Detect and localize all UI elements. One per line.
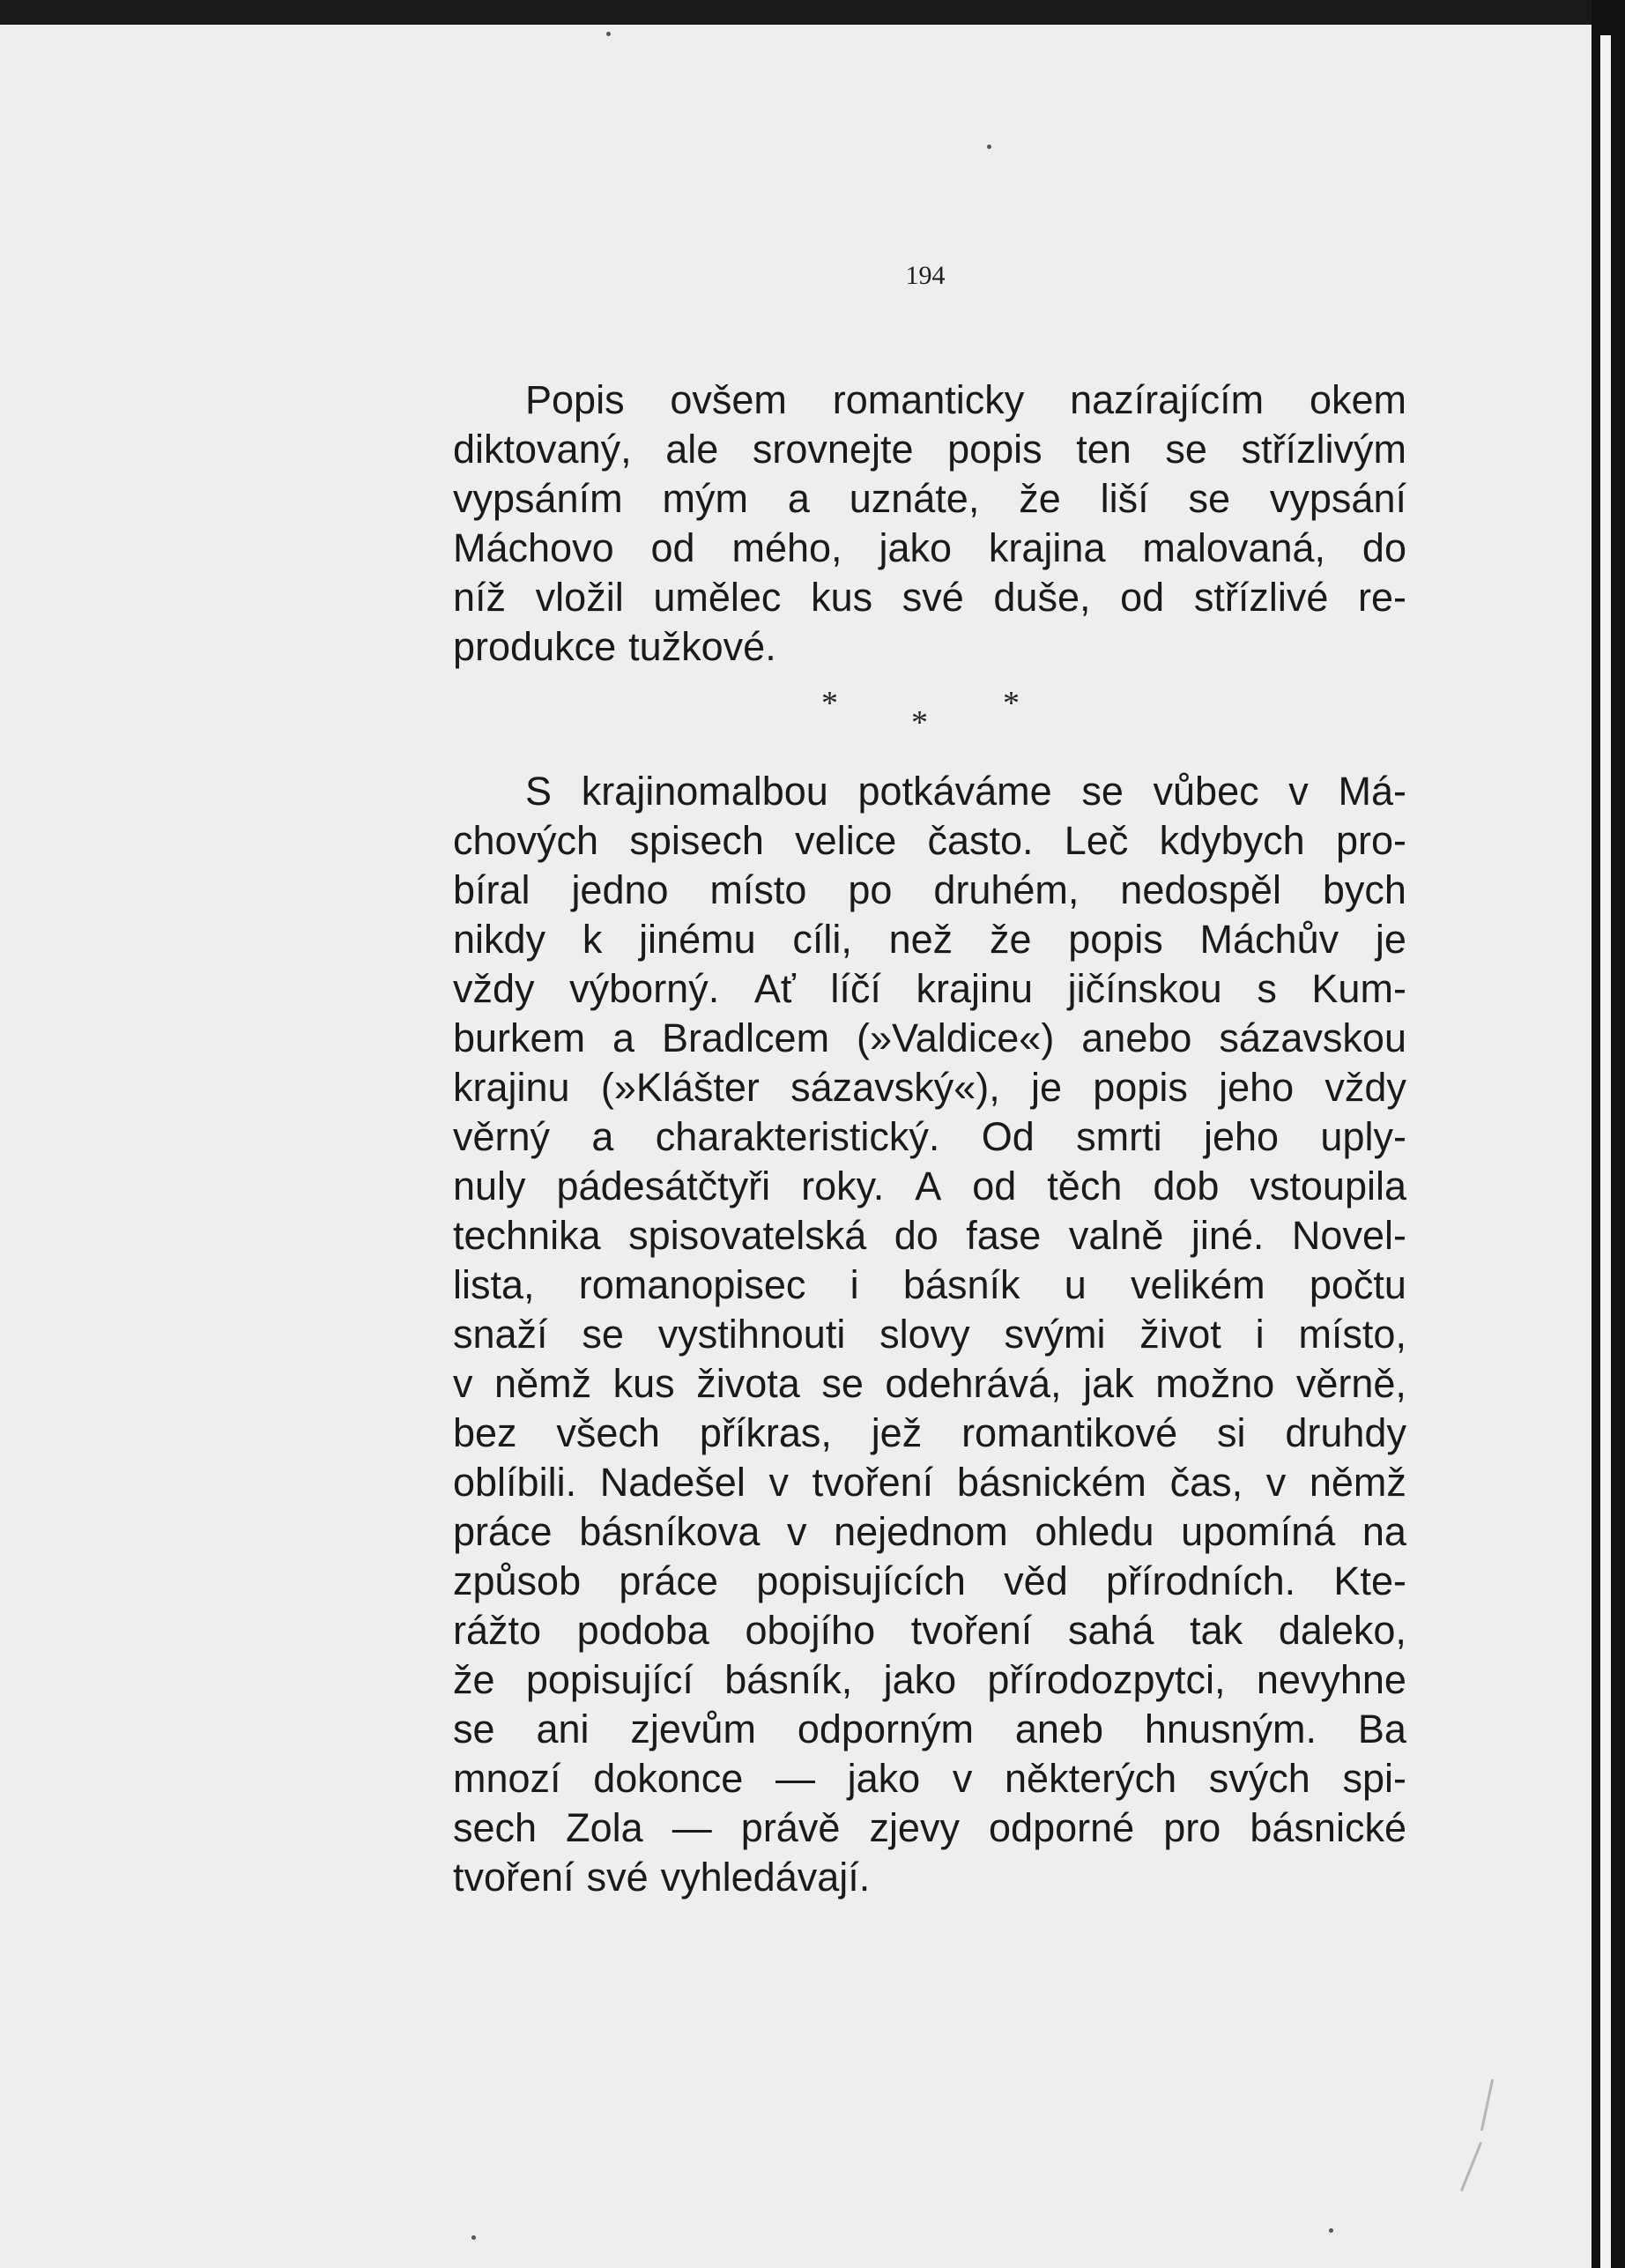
text-line: oblíbili. Nadešel v tvoření básnickém čas, v němž	[453, 1460, 1406, 1505]
paragraph-1	[453, 376, 1406, 672]
text-line: mnozí dokonce — jako v některých svých spi-	[453, 1756, 1406, 1801]
pencil-mark	[1460, 2142, 1482, 2192]
speck	[471, 2235, 476, 2240]
asterisk: *	[1003, 685, 1020, 722]
text-line: technika spisovatelská do fase valně jiné. Novel-	[453, 1213, 1406, 1258]
text-line: v němž kus života se odehrává, jak možno věrně,	[453, 1361, 1406, 1406]
text-line: krajinu (»Klášter sázavský«), je popis jeho vždy	[453, 1065, 1406, 1110]
speck	[606, 32, 611, 36]
text-line: Popis ovšem romanticky nazírajícím okem	[525, 377, 1406, 422]
text-line: vypsáním mým a uznáte, že liší se vypsání	[453, 476, 1406, 521]
text-line: produkce tužkové.	[453, 624, 776, 669]
text-line: způsob práce popisujících věd přírodních. Kte-	[453, 1558, 1406, 1603]
asterisk: *	[821, 685, 838, 722]
text-line: nuly pádesátčtyři roky. A od těch dob vstoupila	[453, 1164, 1406, 1208]
speck	[1329, 2228, 1333, 2233]
pencil-mark	[1480, 2078, 1494, 2130]
text-line: burkem a Bradlcem (»Valdice«) anebo sázavskou	[453, 1015, 1406, 1060]
text-line: chových spisech velice často. Leč kdybych pro-	[453, 818, 1406, 863]
text-line: věrný a charakteristický. Od smrti jeho uply-	[453, 1114, 1406, 1159]
page-edge	[1600, 35, 1611, 2268]
text-line: diktovaný, ale srovnejte popis ten se střízlivým	[453, 427, 1406, 472]
text-line: sech Zola — právě zjevy odporné pro básnické	[453, 1805, 1406, 1850]
text-line: bíral jedno místo po druhém, nedospěl bych	[453, 867, 1406, 912]
text-line: práce básníkova v nejednom ohledu upomíná na	[453, 1509, 1406, 1554]
text-line: tvoření své vyhledávají.	[453, 1855, 871, 1900]
text-line: Máchovo od mého, jako krajina malovaná, do	[453, 525, 1406, 570]
text-line: níž vložil umělec kus své duše, od střízlivé re-	[453, 575, 1406, 620]
text-line: vždy výborný. Ať líčí krajinu jičínskou s Kum-	[453, 966, 1406, 1011]
text-line: lista, romanopisec i básník u velikém počtu	[453, 1262, 1406, 1307]
text-line: že popisující básník, jako přírodozpytci, nevyhne	[453, 1657, 1406, 1702]
section-divider	[453, 679, 1406, 760]
text-line: S krajinomalbou potkáváme se vůbec v Má-	[525, 769, 1406, 814]
speck	[987, 145, 991, 149]
paragraph-2	[453, 767, 1406, 1902]
text-line: bez všech příkras, jež romantikové si druhdy	[453, 1410, 1406, 1455]
page-number: 194	[905, 261, 946, 290]
book-page	[0, 25, 1592, 2268]
text-line: nikdy k jinému cíli, než že popis Máchův je	[453, 917, 1406, 962]
text-line: se ani zjevům odporným aneb hnusným. Ba	[453, 1707, 1406, 1751]
body-text	[453, 376, 1406, 1902]
text-line: snaží se vystihnouti slovy svými život i místo,	[453, 1312, 1406, 1357]
asterisk: *	[911, 704, 928, 741]
text-line: rážto podoba obojího tvoření sahá tak daleko,	[453, 1608, 1406, 1653]
